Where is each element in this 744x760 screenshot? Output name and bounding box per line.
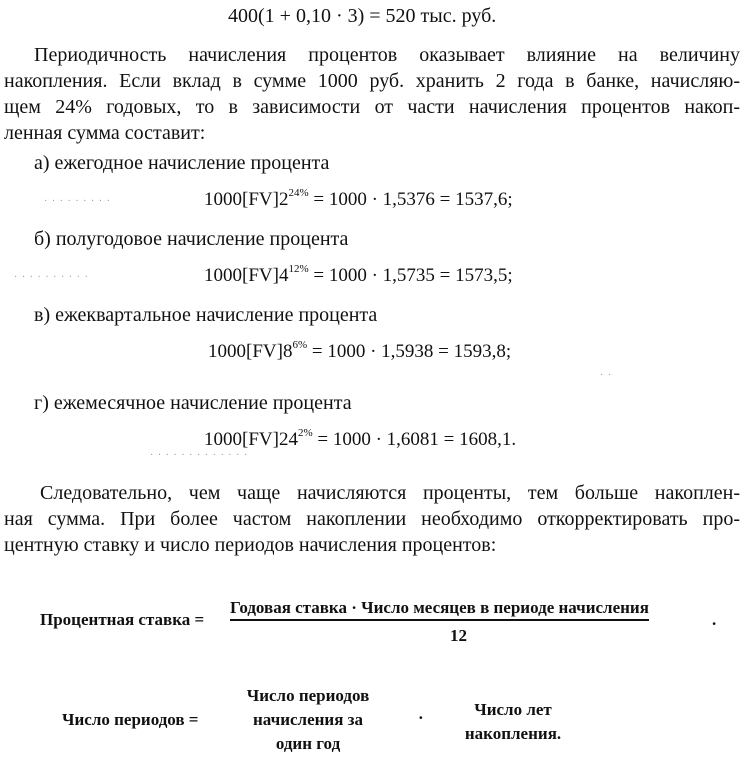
item-b-equation <box>204 264 513 288</box>
paragraph2-line-2: ная сумма. При более частом накоплении необходимо откорректировать про- <box>4 508 740 530</box>
formula-periods-lhs: Число периодов = <box>62 710 199 729</box>
item-b-eq-sup: 12% <box>288 263 309 275</box>
paragraph2-line-3: центную ставку и число периодов начисления процентов: <box>4 534 497 556</box>
paragraph1-line-1: Периодичность начисления процентов оказывает влияние на величину <box>34 44 740 66</box>
item-a-equation <box>204 188 513 212</box>
item-c-label: в) ежеквартальное начисление процента <box>34 304 378 326</box>
paragraph2-line-1: Следовательно, чем чаще начисляются проценты, тем больше накоплен- <box>40 482 740 504</box>
formula-rate-lhs: Процентная ставка = <box>40 610 205 629</box>
item-b-label: б) полугодовое начисление процента <box>34 228 349 250</box>
formula-periods-right-line-1: Число лет <box>474 700 552 719</box>
item-d-label: г) ежемесячное начисление процента <box>34 392 352 414</box>
item-d-eq-rest: = 1000 · 1,6081 = 1608,1. <box>312 429 517 450</box>
scan-artifact: · · · · · · · · · · · · · <box>150 450 249 461</box>
item-c-eq-base: 1000[FV]8 <box>208 341 293 362</box>
formula-periods-middle-line-1: Число периодов <box>246 686 370 705</box>
item-a-label: а) ежегодное начисление процента <box>34 152 330 174</box>
scan-artifact: · · · · · · · · · <box>44 196 111 207</box>
top-equation: 400(1 + 0,10 · 3) = 520 тыс. руб. <box>228 5 497 27</box>
formula-periods-middle <box>228 684 388 756</box>
item-c-equation <box>208 340 511 364</box>
item-b-eq-rest: = 1000 · 1,5735 = 1573,5; <box>308 265 513 286</box>
paragraph1-line-4: ленная сумма составит: <box>4 122 206 144</box>
formula-periods-middle-line-2: начисления за <box>253 710 363 729</box>
item-d-eq-base: 1000[FV]24 <box>204 429 298 450</box>
item-c-eq-rest: = 1000 · 1,5938 = 1593,8; <box>307 341 512 362</box>
paragraph1-line-2: накопления. Если вклад в сумме 1000 руб. хранить 2 года в банке, начисляю- <box>4 70 740 92</box>
formula-rate-numerator: Годовая ставка · Число месяцев в периоде начисления <box>230 598 649 621</box>
paragraph1-line-3: щем 24% годовых, то в зависимости от части начисления процентов накоп- <box>4 96 740 118</box>
item-d-equation <box>204 428 516 452</box>
item-d-eq-sup: 2% <box>297 427 313 439</box>
formula-rate-denominator: 12 <box>450 626 467 645</box>
item-b-eq-base: 1000[FV]4 <box>204 265 289 286</box>
formula-periods-middle-line-3: один год <box>275 734 341 753</box>
item-a-eq-rest: = 1000 · 1,5376 = 1537,6; <box>308 189 513 210</box>
item-a-eq-sup: 24% <box>288 187 309 199</box>
scan-artifact: · · · · · · · · · · <box>14 272 89 283</box>
item-c-eq-sup: 6% <box>292 339 308 351</box>
item-a-eq-base: 1000[FV]2 <box>204 189 289 210</box>
formula-periods-operator: · <box>418 708 424 727</box>
scan-artifact: · · <box>600 370 613 381</box>
formula-rate-trail: . <box>712 610 717 629</box>
formula-periods-right-line-2: накопления. <box>464 724 562 743</box>
formula-periods-right <box>448 698 578 746</box>
